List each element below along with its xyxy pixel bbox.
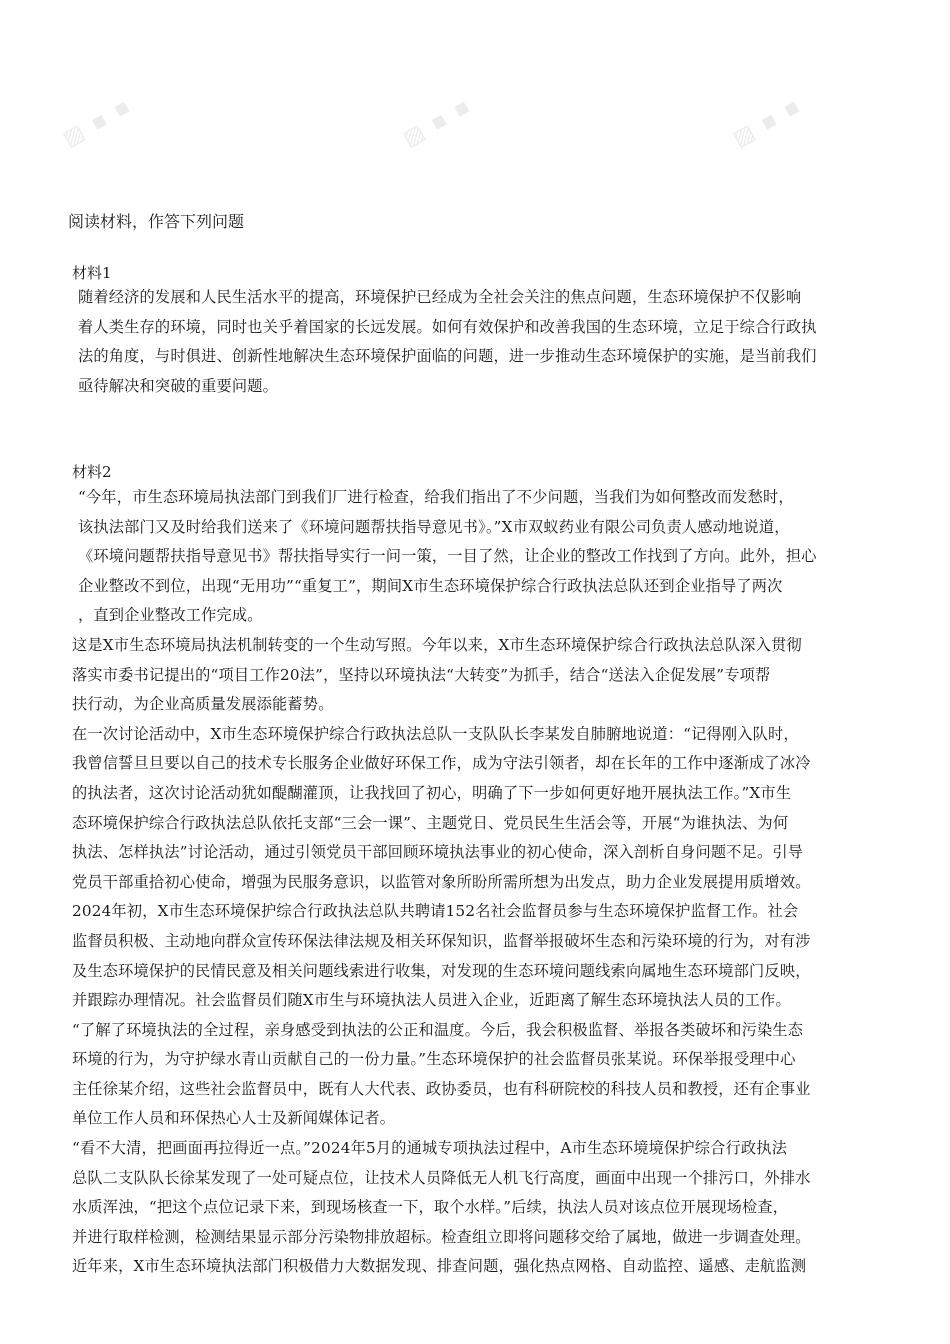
- text-line: 近年来，X市生态环境执法部门积极借力大数据发现、排查问题，强化热点网格、自动监控、遥感、走航监测: [72, 1257, 807, 1276]
- text-line: 《环境问题帮扶指导意见书》帮扶指导实行一问一策，一目了然，让企业的整改工作找到了方向。此外，担心: [78, 547, 817, 566]
- material1-label: 材料1: [72, 264, 112, 282]
- text-line: ，直到企业整改工作完成。: [78, 606, 263, 625]
- text-line: 执法、怎样执法”讨论活动，通过引领党员干部回顾环境执法事业的初心使命，深入剖析自身问题不足。引导: [72, 843, 804, 862]
- text-line: 随着经济的发展和人民生活水平的提高，环境保护已经成为全社会关注的焦点问题，生态环境保护不仅影响: [78, 288, 802, 306]
- text-line: 法的角度，与时俱进、创新性地解决生态环境保护面临的问题，进一步推动生态环境保护的实施，是当前我们: [78, 347, 817, 366]
- text-line: 及生态环境保护的民情民意及相关问题线索进行收集，对发现的生态环境问题线索向属地生态环境部门反映，: [72, 961, 811, 980]
- text-line: 落实市委书记提出的“项目工作20法”，坚持以环境执法“大转变”为抓手，结合“送法入企促发展”专项帮: [72, 665, 771, 684]
- text-line: 扶行动，为企业高质量发展添能蓄势。: [72, 695, 334, 714]
- material2-body: [72, 483, 884, 1282]
- text-line: 的执法者，这次讨论活动犹如醍醐灌顶，让我找回了初心，明确了下一步如何更好地开展执法工作。”X市生: [72, 783, 792, 802]
- text-line: 单位工作人员和环保热心人士及新闻媒体记者。: [72, 1109, 396, 1128]
- text-line: 党员干部重拾初心使命，增强为民服务意识，以监管对象所盼所需所想为出发点，助力企业发展提用质增效。: [72, 872, 811, 891]
- text-line: 态环境保护综合行政执法总队依托支部“三会一课”、主题党日、党员民生生活会等，开展“为谁执法、为何: [72, 813, 789, 832]
- text-line: 并进行取样检测，检测结果显示部分污染物排放超标。检查组立即将问题移交给了属地，做进一步调查处理。: [72, 1227, 811, 1246]
- text-line: 环境的行为，为守护绿水青山贡献自己的一份力量。”生态环境保护的社会监督员张某说。环保举报受理中心: [72, 1050, 796, 1069]
- text-line: 亟待解决和突破的重要问题。: [78, 376, 279, 395]
- text-line: “了解了环境执法的全过程，亲身感受到执法的公正和温度。今后，我会积极监督、举报各类破坏和污染生态: [72, 1020, 804, 1039]
- text-line: 企业整改不到位，出现“无用功”“重复工”，期间X市生态环境保护综合行政执法总队还到企业指导了两次: [78, 576, 783, 595]
- watermark-mark: ▨ ▪ ▪: [728, 93, 806, 152]
- watermark-mark: ▨ ▪ ▪: [398, 93, 476, 152]
- text-line: 主任徐某介绍，这些社会监督员中，既有人大代表、政协委员，也有科研院校的科技人员和教授，还有企事业: [72, 1079, 811, 1098]
- text-line: 2024年初，X市生态环境保护综合行政执法总队共聘请152名社会监督员参与生态环境保护监督工作。社会: [72, 902, 799, 921]
- material2-label: 材料2: [72, 463, 112, 481]
- text-line: 总队二支队队长徐某发现了一处可疑点位，让技术人员降低无人机飞行高度，画面中出现一个排污口，外排水: [72, 1168, 811, 1187]
- watermark-mark: ▨ ▪ ▪: [58, 93, 136, 152]
- text-line: 监督员积极、主动地向群众宣传环保法律法规及相关环保知识，监督举报破坏生态和污染环境的行为，对有涉: [72, 931, 811, 950]
- material1-body: [72, 283, 890, 401]
- text-line: 在一次讨论活动中，X市生态环境保护综合行政执法总队一支队队长李某发自肺腑地说道：“记得刚入队时，: [72, 724, 799, 743]
- text-line: 这是X市生态环境局执法机制转变的一个生动写照。今年以来，X市生态环境保护综合行政执法总队深入贯彻: [72, 635, 802, 654]
- text-line: 我曾信誓旦旦要以自己的技术专长服务企业做好环保工作，成为守法引领者，却在长年的工作中逐渐成了冰冷: [72, 754, 811, 773]
- text-line: “看不大清，把画面再拉得近一点。”2024年5月的通城专项执法过程中，A市生态环境境保护综合行政执法: [72, 1139, 788, 1158]
- page-heading: 阅读材料，作答下列问题: [68, 212, 245, 231]
- text-line: 该执法部门又及时给我们送来了《环境问题帮扶指导意见书》。”X市双蚁药业有限公司负责人感动地说道，: [78, 517, 790, 536]
- text-line: 着人类生存的环境，同时也关乎着国家的长远发展。如何有效保护和改善我国的生态环境，立足于综合行政执: [78, 317, 817, 336]
- text-line: 并跟踪办理情况。社会监督员们随X市生与环境执法人员进入企业，近距离了解生态环境执法人员的工作。: [72, 991, 791, 1010]
- text-line: “今年，市生态环境局执法部门到我们厂进行检查，给我们指出了不少问题，当我们为如何整改而发愁时，: [78, 488, 794, 506]
- text-line: 水质浑浊，“把这个点位记录下来，到现场核查一下，取个水样。”后续，执法人员对该点位开展现场检查，: [72, 1198, 789, 1217]
